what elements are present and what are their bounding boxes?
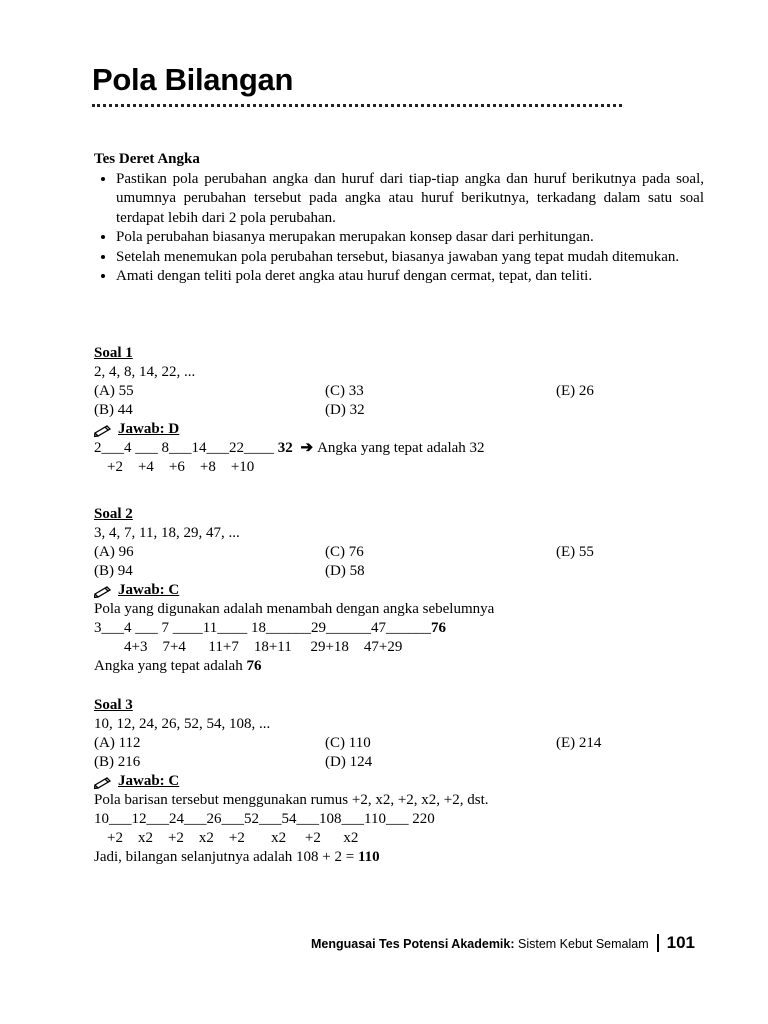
work-answer: 32 bbox=[277, 440, 293, 456]
soal-1 bbox=[94, 344, 714, 477]
intro-bullet-list bbox=[94, 170, 704, 287]
work-line: 10___12___24___26___52___54___108___110___ 220 bbox=[94, 811, 435, 827]
conclusion bbox=[94, 657, 714, 676]
conclusion bbox=[94, 848, 714, 867]
option-e: (E) 214 bbox=[556, 735, 602, 751]
option-d: (D) 58 bbox=[325, 563, 365, 579]
pencil-icon bbox=[94, 423, 112, 437]
soal-question: 3, 4, 7, 11, 18, 29, 47, ... bbox=[94, 525, 240, 541]
pencil-icon bbox=[94, 584, 112, 598]
option-a: (A) 55 bbox=[94, 383, 134, 399]
soal-options bbox=[94, 382, 714, 420]
intro-heading: Tes Deret Angka bbox=[94, 151, 200, 167]
conclusion-value: 76 bbox=[246, 658, 262, 674]
operations-line: 4+3 7+4 11+7 18+11 29+18 47+29 bbox=[94, 639, 403, 655]
work-line bbox=[94, 619, 714, 638]
intro-section bbox=[94, 150, 704, 287]
operations-line: +2 +4 +6 +8 +10 bbox=[107, 459, 255, 475]
intro-bullet: • Pola perubahan biasanya merupakan merupakan konsep dasar dari perhitungan. bbox=[116, 228, 704, 248]
intro-bullet: • Pastikan pola perubahan angka dan huruf dari tiap-tiap angka dan huruf berikutnya pada soal, umumnya perubahan tersebut pada angka atau huruf berikutnya, terkadang dalam satu soal terdapat lebih dari 2 pola perubahan. bbox=[116, 170, 704, 229]
page-title: Pola Bilangan bbox=[92, 62, 294, 97]
footer-book-subtitle: Sistem Kebut Semalam bbox=[514, 937, 649, 951]
option-c: (C) 33 bbox=[325, 383, 364, 399]
title-dotted-rule bbox=[92, 104, 622, 107]
answer-label: Jawab: C bbox=[118, 582, 180, 598]
answer-heading bbox=[94, 420, 714, 439]
soal-3 bbox=[94, 696, 714, 867]
footer-separator bbox=[657, 934, 659, 952]
soal-question: 10, 12, 24, 26, 52, 54, 108, ... bbox=[94, 716, 271, 732]
intro-bullet: • Setelah menemukan pola perubahan tersebut, biasanya jawaban yang tepat mudah ditemukan. bbox=[116, 248, 704, 268]
pencil-icon bbox=[94, 775, 112, 789]
footer-book-title: Menguasai Tes Potensi Akademik: bbox=[310, 937, 515, 951]
intro-bullet: • Amati dengan teliti pola deret angka atau huruf dengan cermat, tepat, dan teliti. bbox=[116, 267, 704, 287]
option-b: (B) 94 bbox=[94, 563, 133, 579]
option-a: (A) 112 bbox=[94, 735, 141, 751]
answer-heading bbox=[94, 581, 714, 600]
conclusion-text: Angka yang tepat adalah bbox=[94, 658, 247, 674]
option-e: (E) 26 bbox=[556, 383, 594, 399]
option-d: (D) 124 bbox=[325, 754, 373, 770]
option-d: (D) 32 bbox=[325, 402, 365, 418]
page-footer bbox=[0, 933, 695, 953]
work-sequence: 3___4 ___ 7 ____11____ 18______29______47______ bbox=[94, 620, 431, 636]
soal-title: Soal 3 bbox=[94, 697, 133, 713]
soal-options bbox=[94, 543, 714, 581]
option-c: (C) 110 bbox=[325, 735, 371, 751]
explanation: Pola barisan tersebut menggunakan rumus +2, x2, +2, x2, +2, dst. bbox=[94, 792, 489, 808]
operations-line: +2 x2 +2 x2 +2 x2 +2 x2 bbox=[107, 830, 359, 846]
work-note: Angka yang tepat adalah 32 bbox=[317, 440, 485, 456]
soal-title: Soal 2 bbox=[94, 506, 133, 522]
page-number: 101 bbox=[666, 933, 695, 952]
arrow-right-icon: ➔ bbox=[300, 440, 314, 456]
soal-options bbox=[94, 734, 714, 772]
explanation: Pola yang digunakan adalah menambah dengan angka sebelumnya bbox=[94, 601, 495, 617]
option-b: (B) 44 bbox=[94, 402, 133, 418]
answer-label: Jawab: D bbox=[118, 421, 180, 437]
soal-title: Soal 1 bbox=[94, 345, 133, 361]
option-b: (B) 216 bbox=[94, 754, 141, 770]
option-e: (E) 55 bbox=[556, 544, 594, 560]
soal-question: 2, 4, 8, 14, 22, ... bbox=[94, 364, 196, 380]
option-a: (A) 96 bbox=[94, 544, 134, 560]
work-answer: 76 bbox=[430, 620, 446, 636]
work-sequence: 2___4 ___ 8___14___22____ bbox=[94, 440, 278, 456]
soal-2 bbox=[94, 505, 714, 676]
option-c: (C) 76 bbox=[325, 544, 364, 560]
answer-label: Jawab: C bbox=[118, 773, 180, 789]
answer-heading bbox=[94, 772, 714, 791]
conclusion-value: 110 bbox=[357, 849, 380, 865]
conclusion-text: Jadi, bilangan selanjutnya adalah 108 + 2 = bbox=[94, 849, 358, 865]
work-line bbox=[94, 439, 714, 458]
